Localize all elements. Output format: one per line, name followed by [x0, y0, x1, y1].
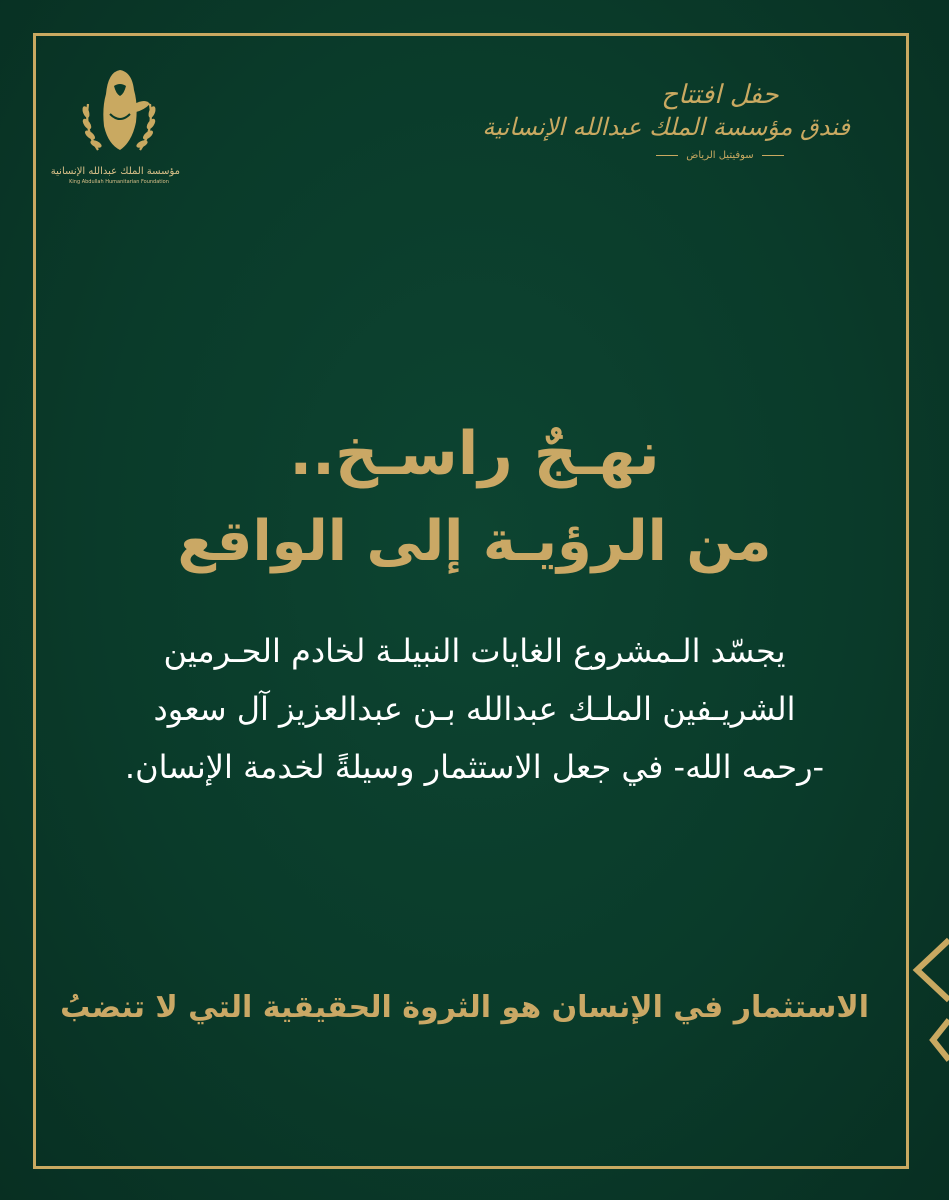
- body-paragraph: [100, 622, 849, 796]
- foundation-emblem-icon: [76, 64, 162, 162]
- chevron-decoration-icon: [909, 900, 949, 1100]
- foundation-english-name: King Abdullah Humanitarian Foundation: [69, 179, 169, 185]
- headline-line1: نهـجٌ راسـخ..: [289, 419, 660, 489]
- body-line1: يجسّد الـمشروع الغايات النبيلـة لخادم الحـرمين: [163, 632, 786, 670]
- event-logo-line1: حفل افتتاح: [661, 80, 779, 110]
- headline-line2: من الرؤيـة إلى الواقع: [177, 509, 772, 574]
- event-logo-line2: فندق مؤسسة الملك عبدالله الإنسانية: [482, 113, 850, 141]
- event-logo-venue: سوفيتيل الرياض: [590, 150, 850, 161]
- body-line2: الشريـفين الملـك عبدالله بـن عبدالعزيز آل سعود: [153, 690, 796, 728]
- foundation-arabic-name: مؤسسة الملك عبدالله الإنسانية: [50, 166, 180, 177]
- body-line3: -رحمه الله- في جعل الاستثمار وسيلةً لخدمة الإنسان.: [124, 748, 825, 786]
- foundation-logo: [50, 64, 180, 194]
- tagline: الاستثمار في الإنسان هو الثروة الحقيقية التي لا تنضبُ: [60, 990, 869, 1025]
- event-logo: [482, 80, 850, 190]
